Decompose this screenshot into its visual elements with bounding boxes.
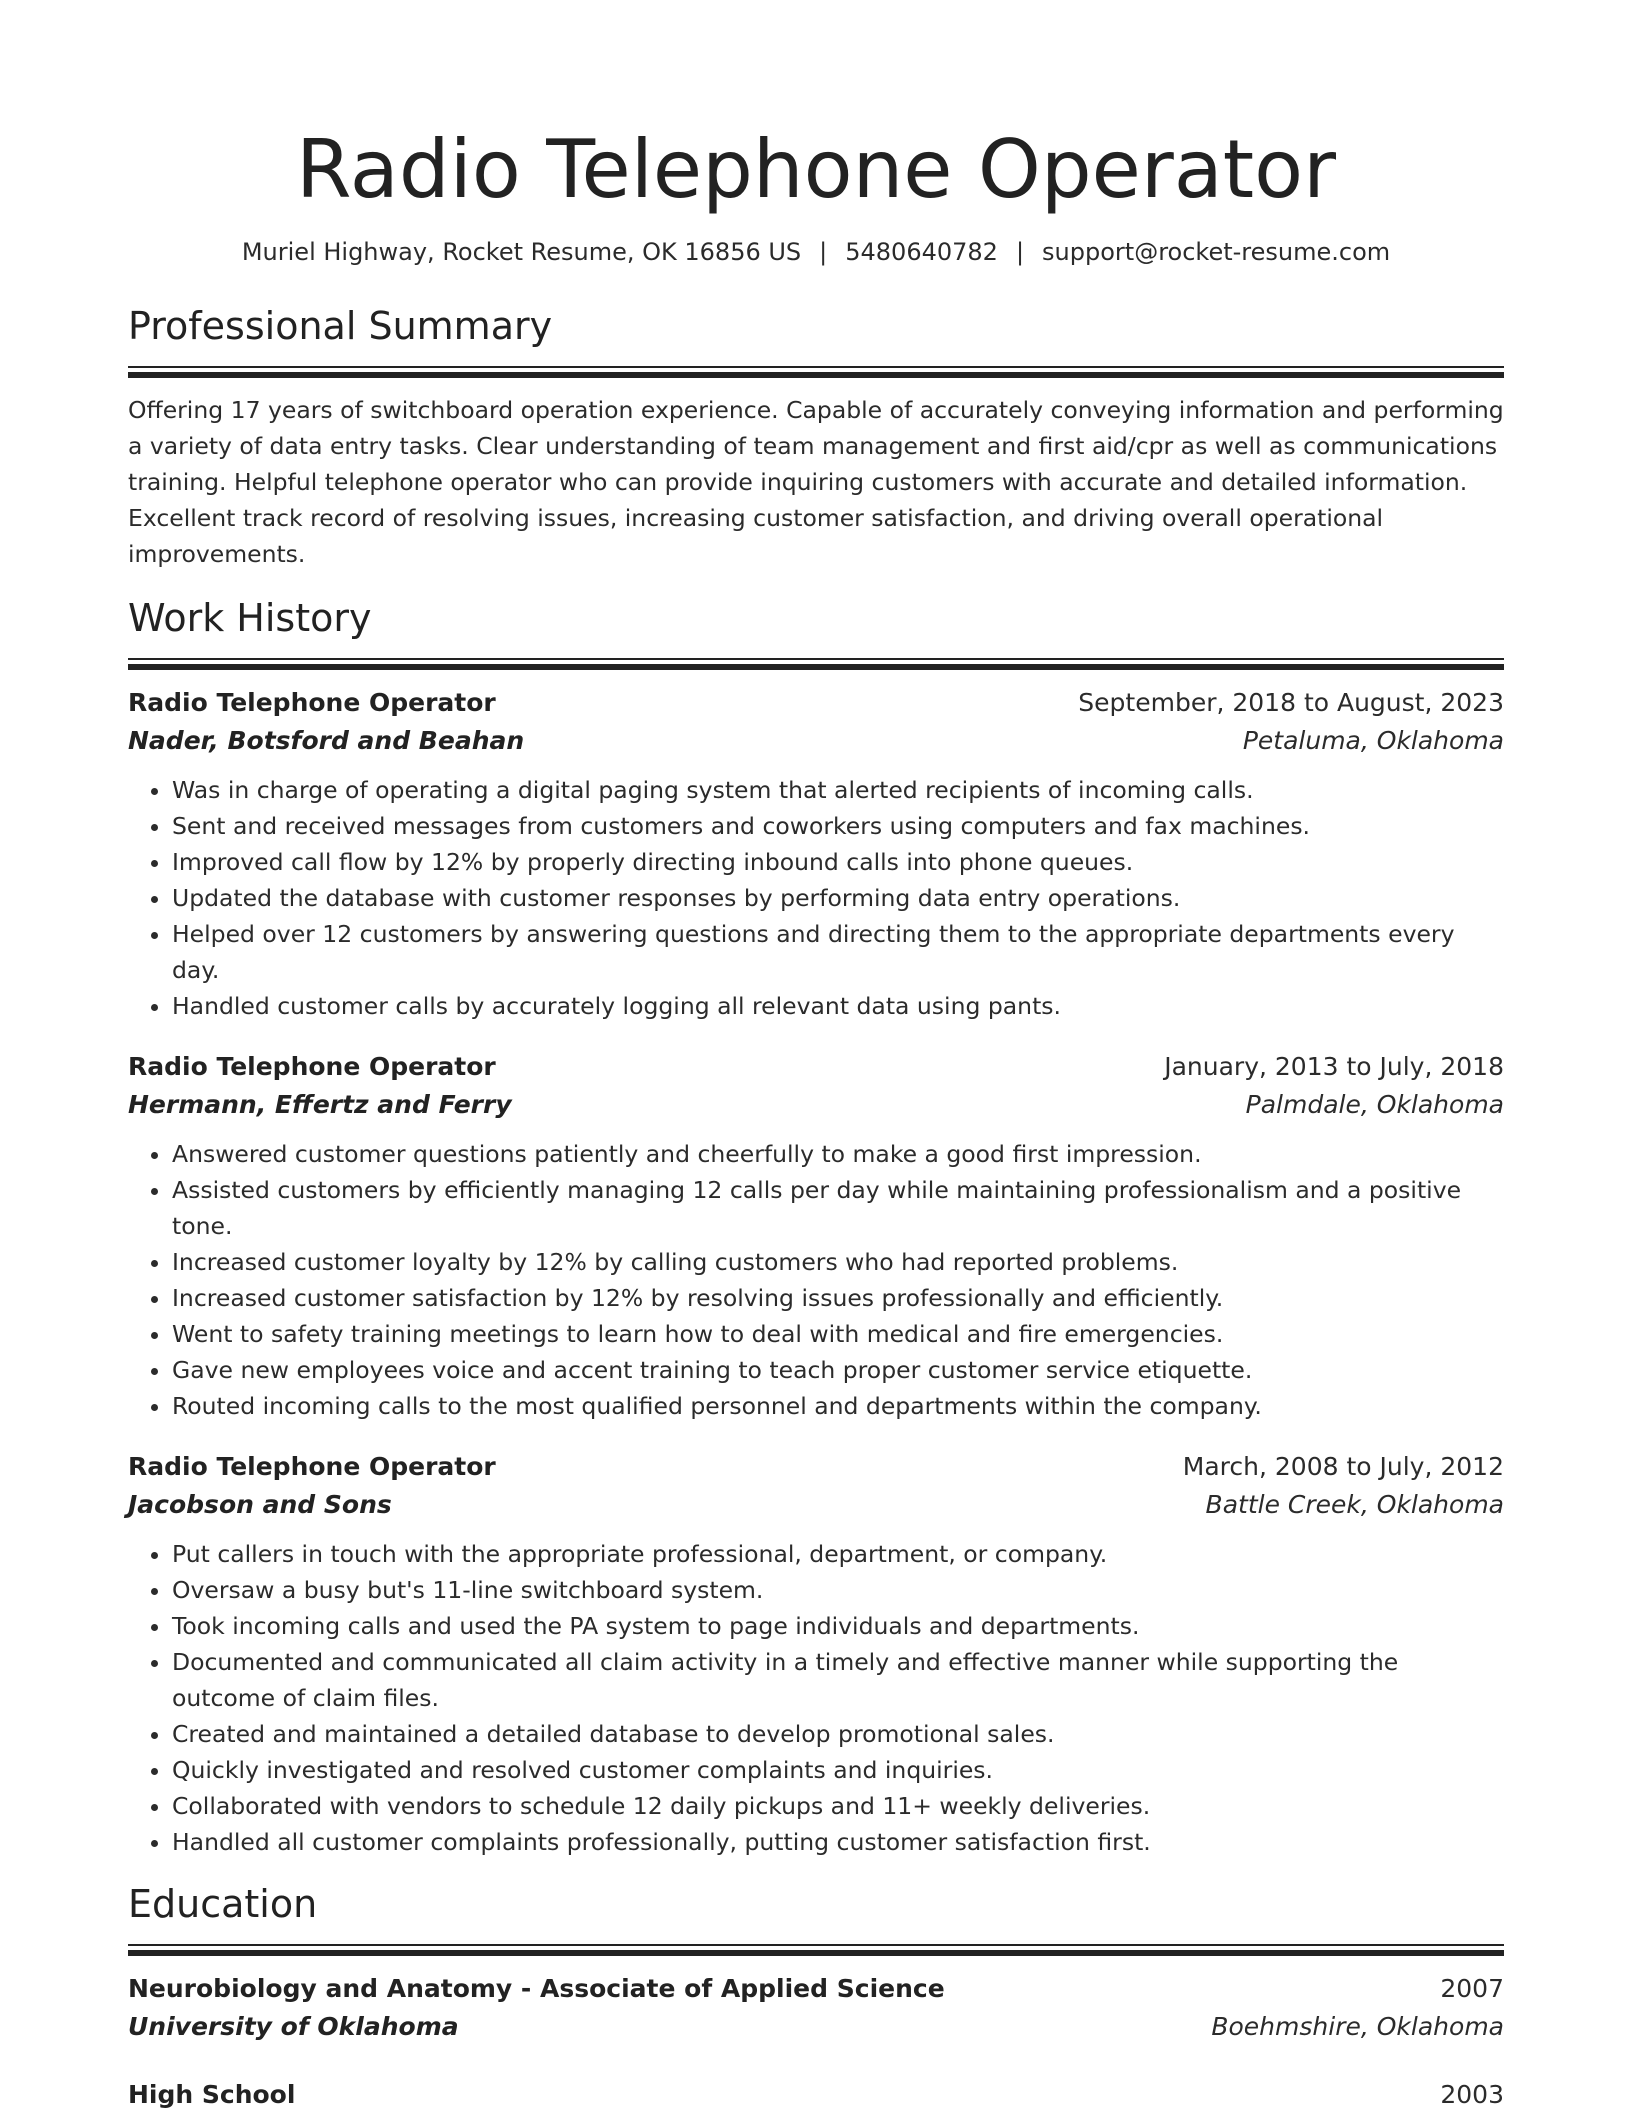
section-divider: [128, 1944, 1504, 1956]
job-header-row: [128, 1048, 1504, 1086]
job-bullet: • Assisted customers by efficiently managing 12 calls per day while maintaining professionalism and a positive tone.: [172, 1172, 1504, 1244]
education-school-row: [128, 2008, 1504, 2046]
job-dates: March, 2008 to July, 2012: [1182, 1452, 1504, 1481]
job-bullet: • Routed incoming calls to the most qualified personnel and departments within the company.: [172, 1388, 1504, 1424]
job-company-row: [128, 722, 1504, 760]
contact-line: [128, 236, 1504, 268]
job-bullet: • Sent and received messages from customers and coworkers using computers and fax machines.: [172, 808, 1504, 844]
job-bullet: • Answered customer questions patiently and cheerfully to make a good first impression.: [172, 1136, 1504, 1172]
job-title: Radio Telephone Operator: [128, 688, 496, 717]
job-entry: [128, 684, 1504, 1024]
summary-text: Offering 17 years of switchboard operation experience. Capable of accurately conveying information and performing a variety of data entry tasks. Clear understanding of team management and first aid/cpr as well as communications training. Helpful telephone operator who can provide inquiring customers with accurate and detailed information. Excellent track record of resolving issues, increasing customer satisfaction, and driving overall operational improvements.: [128, 396, 1504, 568]
job-dates: January, 2013 to July, 2018: [1164, 1052, 1504, 1081]
job-bullet: • Was in charge of operating a digital paging system that alerted recipients of incoming calls.: [172, 772, 1504, 808]
summary-section: [128, 302, 1504, 572]
job-company: Jacobson and Sons: [128, 1490, 392, 1519]
contact-separator: |: [819, 238, 828, 266]
job-bullet-list: [128, 1536, 1504, 1860]
job-bullet-list: [128, 772, 1504, 1024]
job-bullet: • Quickly investigated and resolved customer complaints and inquiries.: [172, 1752, 1504, 1788]
job-bullet: • Updated the database with customer responses by performing data entry operations.: [172, 880, 1504, 916]
work-history-section: [128, 594, 1504, 1860]
education-year: 2003: [1440, 2080, 1504, 2109]
job-header-row: [128, 1448, 1504, 1486]
education-degree: Neurobiology and Anatomy - Associate of Applied Science: [128, 1974, 945, 2003]
job-bullet: • Helped over 12 customers by answering questions and directing them to the appropriate departments every day.: [172, 916, 1504, 988]
job-title: Radio Telephone Operator: [128, 1052, 496, 1081]
section-divider: [128, 366, 1504, 378]
job-bullet: • Collaborated with vendors to schedule 12 daily pickups and 11+ weekly deliveries.: [172, 1788, 1504, 1824]
job-company: Nader, Botsford and Beahan: [128, 726, 525, 755]
job-entry: [128, 1448, 1504, 1860]
education-school: University of Oklahoma: [128, 2012, 459, 2041]
section-title-summary: Professional Summary: [128, 304, 553, 348]
job-bullet: • Increased customer satisfaction by 12% by resolving issues professionally and efficiently.: [172, 1280, 1504, 1316]
education-entry: [128, 1970, 1504, 2046]
job-bullet: • Increased customer loyalty by 12% by calling customers who had reported problems.: [172, 1244, 1504, 1280]
job-bullet: • Handled all customer complaints professionally, putting customer satisfaction first.: [172, 1824, 1504, 1860]
section-divider: [128, 658, 1504, 670]
education-header-row: [128, 2076, 1504, 2114]
section-title-education: Education: [128, 1882, 318, 1926]
education-degree: High School: [128, 2080, 296, 2109]
job-title: Radio Telephone Operator: [128, 1452, 496, 1481]
job-bullet: • Put callers in touch with the appropriate professional, department, or company.: [172, 1536, 1504, 1572]
contact-phone: 5480640782: [845, 238, 998, 266]
job-location: Petaluma, Oklahoma: [1242, 726, 1504, 755]
job-bullet: • Went to safety training meetings to learn how to deal with medical and fire emergencies.: [172, 1316, 1504, 1352]
resume-page: [128, 0, 1504, 2114]
job-bullet: • Improved call flow by 12% by properly directing inbound calls into phone queues.: [172, 844, 1504, 880]
job-bullet: • Handled customer calls by accurately logging all relevant data using pants.: [172, 988, 1504, 1024]
education-header-row: [128, 1970, 1504, 2008]
education-entry: [128, 2076, 1504, 2114]
education-year: 2007: [1440, 1974, 1504, 2003]
contact-address: Muriel Highway, Rocket Resume, OK 16856 US: [241, 238, 802, 266]
contact-separator: |: [1015, 238, 1025, 266]
job-header-row: [128, 684, 1504, 722]
contact-email[interactable]: support@rocket-resume.com: [1042, 238, 1391, 266]
job-bullet: • Took incoming calls and used the PA system to page individuals and departments.: [172, 1608, 1504, 1644]
job-bullet: • Created and maintained a detailed database to develop promotional sales.: [172, 1716, 1504, 1752]
job-location: Palmdale, Oklahoma: [1245, 1090, 1504, 1119]
resume-name: Radio Telephone Operator: [295, 123, 1337, 216]
education-location: Boehmshire, Oklahoma: [1211, 2012, 1504, 2041]
job-location: Battle Creek, Oklahoma: [1205, 1490, 1504, 1519]
job-company: Hermann, Effertz and Ferry: [128, 1090, 512, 1119]
job-entry: [128, 1048, 1504, 1424]
job-bullet: • Gave new employees voice and accent training to teach proper customer service etiquette.: [172, 1352, 1504, 1388]
job-company-row: [128, 1086, 1504, 1124]
job-bullet-list: [128, 1136, 1504, 1424]
job-bullet: • Oversaw a busy but's 11-line switchboard system.: [172, 1572, 1504, 1608]
job-bullet: • Documented and communicated all claim activity in a timely and effective manner while supporting the outcome of claim files.: [172, 1644, 1504, 1716]
section-title-work-history: Work History: [128, 596, 372, 640]
education-section: [128, 1880, 1504, 2114]
job-dates: September, 2018 to August, 2023: [1078, 688, 1504, 717]
job-company-row: [128, 1486, 1504, 1524]
